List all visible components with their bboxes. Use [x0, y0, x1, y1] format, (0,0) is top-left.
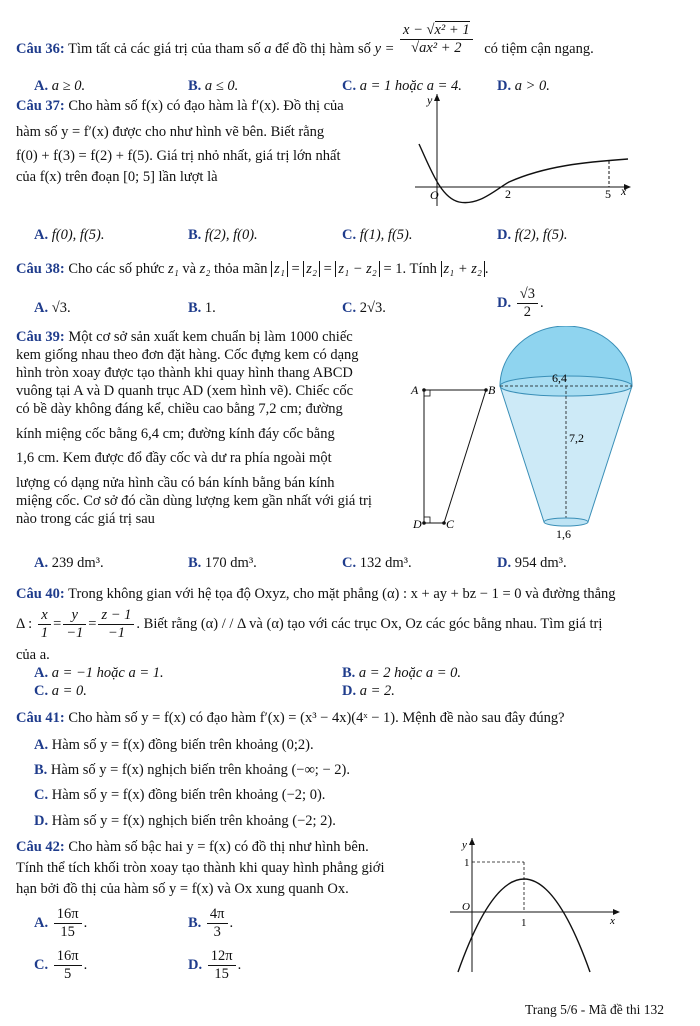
q36-option-c[interactable]: C. a = 1 hoặc a = 4.	[342, 78, 462, 94]
q42-option-b[interactable]: B. $\frac{4\pi}{3}$ .	[188, 906, 234, 940]
q40-option-a[interactable]: A. a = −1 hoặc a = 1.	[34, 665, 164, 681]
q39-point-d: D	[413, 517, 422, 530]
q36-fraction: $\frac{\text{x − √x² + 1}}{\text{√ax² + 2}}$	[400, 22, 473, 57]
q39-option-d[interactable]: D. 954 dm³.	[497, 555, 567, 571]
q37-line-4: của f(x) trên đoạn [0; 5] lần lượt là	[16, 169, 218, 185]
q40-line-1: Câu 40: Trong không gian với hệ tọa độ Oxyz, cho mặt phẳng (α) : x + ay + bz − 1 = 0 và đường thẳng	[16, 586, 616, 602]
q37-line-1: Câu 37: Cho hàm số f(x) có đạo hàm là f′(x). Đồ thị của	[16, 98, 344, 114]
q39-icecream-figure	[494, 326, 638, 544]
q37-label: Câu 37:	[16, 98, 65, 114]
q37-tick-5: 5	[605, 187, 611, 201]
q40-option-d[interactable]: D. a = 2.	[342, 683, 395, 699]
q39-line-9: miệng cốc. Cơ sở đó cần dùng lượng kem gần nhất với giá trị	[16, 493, 372, 509]
page-footer: Trang 5/6 - Mã đề thi 132	[525, 1002, 664, 1017]
q38-label: Câu 38:	[16, 261, 65, 277]
q39-line-2: kem giống nhau theo đơn đặt hàng. Cốc đựng kem có dạng	[16, 347, 359, 363]
q36-option-d[interactable]: D. a > 0.	[497, 78, 550, 94]
q42-option-c[interactable]: C. $\frac{16\pi}{5}$ .	[34, 948, 88, 982]
q36-option-a[interactable]: A. a ≥ 0.	[34, 78, 86, 94]
q39-line-4: vuông tại A và D quanh trục AD (xem hình vẽ). Chiếc cốc	[16, 383, 354, 399]
q37-line-2: hàm số y = f′(x) được cho như hình vẽ bên. Biết rằng	[16, 124, 325, 140]
q37-line-3: f(0) + f(3) = f(2) + f(5). Giá trị nhỏ nhất, giá trị lớn nhất	[16, 148, 341, 164]
q41-stem: Câu 41: Cho hàm số y = f(x) có đạo hàm f′(x) = (x³ − 4x)(4ˣ − 1). Mệnh đề nào sau đây đúng?	[16, 710, 565, 726]
q38-option-a[interactable]: A. √3.	[34, 300, 71, 316]
q38-option-c[interactable]: C. 2√3.	[342, 300, 386, 316]
q40-option-b[interactable]: B. a = 2 hoặc a = 0.	[342, 665, 462, 681]
q39-label: Câu 39:	[16, 329, 65, 345]
q39-label-bottom: 1,6	[556, 527, 571, 541]
q42-label: Câu 42:	[16, 839, 65, 855]
q42-y-tick: 1	[464, 857, 470, 869]
q41-label: Câu 41:	[16, 710, 65, 726]
q42-x-label: x	[610, 915, 615, 927]
q38-option-b[interactable]: B. 1.	[188, 300, 216, 316]
q37-x-label: x	[621, 184, 627, 198]
q42-line-2: Tính thể tích khối tròn xoay tạo thành khi quay hình phẳng giới	[16, 860, 385, 876]
q38-stem: Câu 38: Cho các số phức z₁ và z₂ thỏa mãn z₁ = z₂ = z₁ − z₂ = 1. Tính z₁ + z₂ .	[16, 261, 489, 277]
q42-x-tick: 1	[521, 917, 527, 929]
q39-label-top: 6,4	[552, 371, 567, 385]
q39-option-c[interactable]: C. 132 dm³.	[342, 555, 412, 571]
q37-curve	[419, 144, 628, 203]
q39-line-8: lượng có dạng nửa hình cầu có bán kính bằng bán kính	[16, 475, 335, 491]
q37-y-label: y	[427, 93, 433, 107]
q42-line-1: Câu 42: Cho hàm số bậc hai y = f(x) có đồ thị như hình bên.	[16, 839, 369, 855]
q37-tick-2: 2	[505, 187, 511, 201]
q39-option-a[interactable]: A. 239 dm³.	[34, 555, 104, 571]
q36-option-b[interactable]: B. a ≤ 0.	[188, 78, 239, 94]
q39-line-1: Câu 39: Một cơ sở sản xuất kem chuẩn bị làm 1000 chiếc	[16, 329, 353, 345]
q40-label: Câu 40:	[16, 586, 65, 602]
q41-option-a[interactable]: A. Hàm số y = f(x) đồng biến trên khoảng (0;2).	[34, 737, 314, 753]
q40-line-3: của a.	[16, 647, 50, 663]
q39-bottom-ellipse	[544, 518, 588, 526]
q41-option-d[interactable]: D. Hàm số y = f(x) nghịch biến trên khoảng (−2; 2).	[34, 813, 336, 829]
q37-y-arrow	[434, 94, 440, 101]
q42-origin: O	[462, 901, 470, 913]
q40-option-c[interactable]: C. a = 0.	[34, 683, 87, 699]
q38-option-d[interactable]: D. $\frac{√3}{2}$ .	[497, 286, 544, 320]
q39-point-a: A	[411, 383, 419, 397]
q36-label: Câu 36:	[16, 41, 65, 57]
q37-origin: O	[430, 188, 439, 202]
q39-line-5: có bề dày không đáng kể, chiều cao bằng 7,2 cm; đường	[16, 401, 343, 417]
q39-line-3: hình tròn xoay được tạo thành khi quay hình thang ABCD	[16, 365, 353, 381]
q41-option-c[interactable]: C. Hàm số y = f(x) đồng biến trên khoảng (−2; 0).	[34, 787, 326, 803]
q39-point-b: B	[488, 383, 496, 397]
q37-option-d[interactable]: D. f(2), f(5).	[497, 227, 568, 243]
q36-stem: Câu 36: Tìm tất cả các giá trị của tham số a để đồ thị hàm số y = $\frac{\text{x − √x² + 1}}{\text{√ax² + 2}}$ có tiệm cận ngang.	[16, 22, 594, 57]
q39-line-10: nào trong các giá trị sau	[16, 511, 155, 527]
q40-line-2: Δ : $\frac{x}{1}$ = $\frac{y}{-1}$ = $\frac{z - 1}{-1}$ . Biết rằng (α) / / Δ và (α) tạo với các trục Ox, Oz các góc bằng nhau. Tìm giá trị	[16, 607, 603, 641]
q41-option-b[interactable]: B. Hàm số y = f(x) nghịch biến trên khoảng (−∞; − 2).	[34, 762, 350, 778]
q39-trapezoid	[424, 390, 486, 523]
q42-y-label: y	[462, 839, 467, 851]
q37-option-a[interactable]: A. f(0), f(5).	[34, 227, 105, 243]
q39-option-b[interactable]: B. 170 dm³.	[188, 555, 257, 571]
q37-option-b[interactable]: B. f(2), f(0).	[188, 227, 258, 243]
q39-label-height: 7,2	[569, 431, 584, 445]
q42-parabola-graph	[448, 836, 628, 976]
q39-line-7: 1,6 cm. Kem được đổ đầy cốc và dư ra phía ngoài một	[16, 450, 332, 466]
q42-option-a[interactable]: A. $\frac{16\pi}{15}$ .	[34, 906, 88, 940]
q42-option-d[interactable]: D. $\frac{12\pi}{15}$ .	[188, 948, 242, 982]
q39-point-c: C	[446, 517, 455, 530]
q37-derivative-graph	[415, 92, 635, 210]
q39-line-6: kính miệng cốc bằng 6,4 cm; đường kính đáy cốc bằng	[16, 426, 335, 442]
q39-trapezoid-figure	[408, 378, 498, 530]
q42-line-3: hạn bởi đồ thị của hàm số y = f(x) và Ox xung quanh Ox.	[16, 881, 349, 897]
q37-option-c[interactable]: C. f(1), f(5).	[342, 227, 413, 243]
